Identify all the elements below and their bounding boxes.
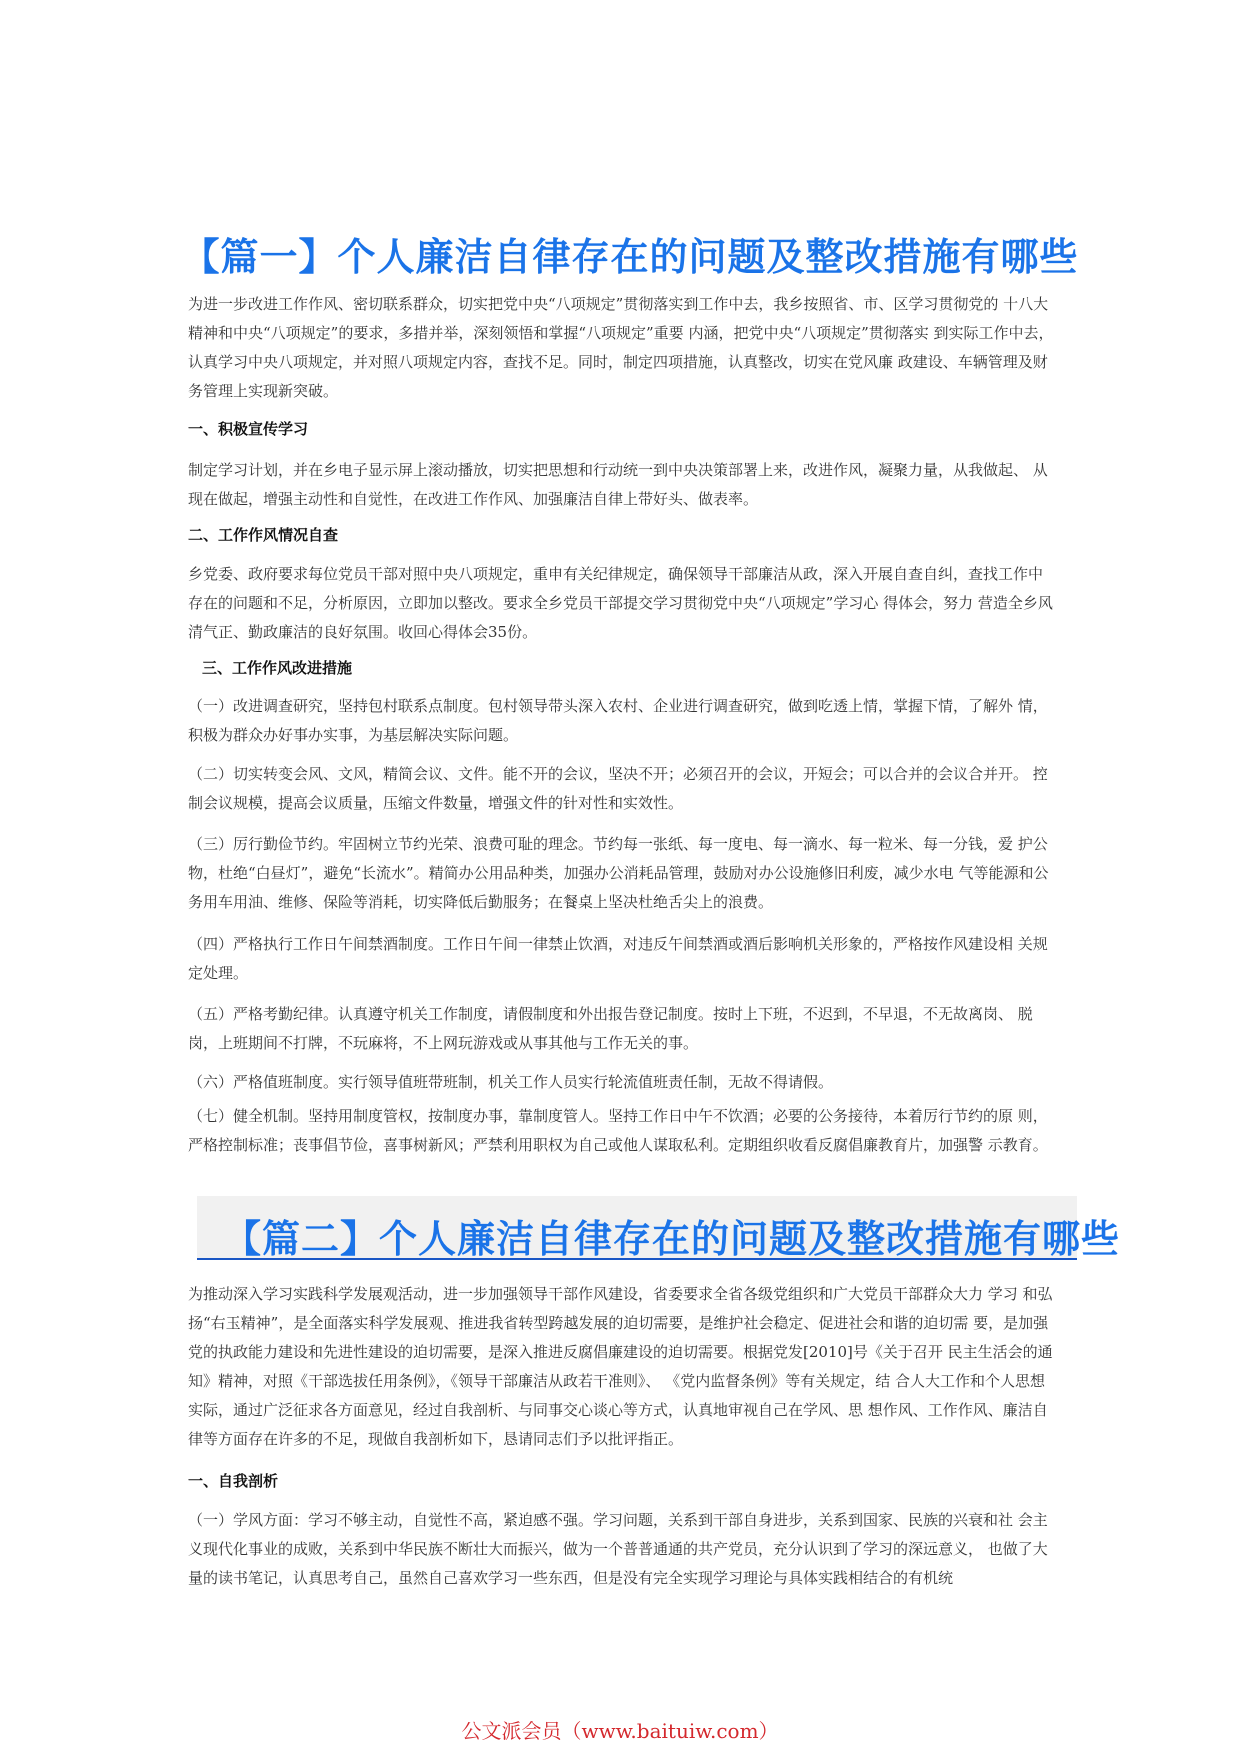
measure-6: （六）严格值班制度。实行领导值班带班制，机关工作人员实行轮流值班责任制，无故不得请假。	[188, 1073, 834, 1091]
measure-2: （二）切实转变会风、文风，精简会议、文件。能不开的会议，坚决不开；必须召开的会议，开短会；可以合并的会议合并开。 控制会议规模，提高会议质量，压缩文件数量，增强文件的针对性和实效性。	[188, 765, 1048, 812]
section1-intro: 为进一步改进工作作风、密切联系群众，切实把党中央“八项规定”贯彻落实到工作中去，我乡按照省、市、区学习贯彻党的 十八大精神和中央“八项规定”的要求，多措并举，深刻领悟和掌握“八项规定”重要 内涵，把党中央“八项规定”贯彻落实 到实际工作中去，认真学习中央八项规定，并对照八项规定内容，查找不足。同时，制定四项措施，认真整改，切实在党风廉 政建设、车辆管理及财务管理上实现新突破。	[188, 295, 1054, 400]
measure-4: （四）严格执行工作日午间禁酒制度。工作日午间一律禁止饮酒，对违反午间禁酒或酒后影响机关形象的，严格按作风建设相 关规定处理。	[188, 935, 1048, 982]
measure-5: （五）严格考勤纪律。认真遵守机关工作制度，请假制度和外出报告登记制度。按时上下班，不迟到，不早退，不无故离岗、 脱岗，上班期间不打牌，不玩麻将，不上网玩游戏或从事其他与工作无关的事。	[188, 1005, 1033, 1052]
footer-watermark: 公文派会员（www.baituiw.com）	[461, 1719, 779, 1743]
section2-intro: 为推动深入学习实践科学发展观活动，进一步加强领导干部作风建设，省委要求全省各级党组织和广大党员干部群众大力 学习 和弘扬“右玉精神”，是全面落实科学发展观、推进我省转型跨越发展的迫切需要，是维护社会稳定、促进社会和谐的迫切需 要，是加强党的执政能力建设和先进性建设的迫切需要，是深入推进反腐倡廉建设的迫切需要。根据党发[2010]号《关于召开 民主生活会的通知》精神，对照《干部选拔任用条例》，《领导干部廉洁从政若干准则》、 《党内监督条例》等有关规定，结 合人大工作和个人思想实际，通过广泛征求各方面意见，经过自我剖析、与同事交心谈心等方式，认真地审视自己在学风、思 想作风、工作作风、廉洁自律等方面存在许多的不足，现做自我剖析如下，恳请同志们予以批评指正。	[188, 1285, 1053, 1448]
section1-paragraph-2: 乡党委、政府要求每位党员干部对照中央八项规定，重申有关纪律规定，确保领导干部廉洁从政，深入开展自查自纠，查找工作中存在的问题和不足，分析原因，立即加以整改。要求全乡党员干部提交学习贯彻党中央“八项规定”学习心 得体会，努力 营造全乡风清气正、勤政廉洁的良好氛围。收回心得体会35份。	[188, 565, 1053, 641]
section1-heading-1: 一、积极宣传学习	[188, 420, 309, 438]
section2-title-banner	[197, 1196, 1121, 1261]
section2-title: 【篇二】个人廉洁自律存在的问题及整改措施有哪些	[223, 1217, 1121, 1261]
measure-1: （一）改进调查研究，坚持包村联系点制度。包村领导带头深入农村、企业进行调查研究，做到吃透上情，掌握下情，了解外 情，积极为群众办好事办实事，为基层解决实际问题。	[188, 697, 1048, 744]
measure-3: （三）厉行勤俭节约。牢固树立节约光荣、浪费可耻的理念。节约每一张纸、每一度电、每一滴水、每一粒米、每一分钱，爱 护公物，杜绝“白昼灯”，避免“长流水”。精简办公用品种类，加强办公消耗品管理，鼓励对办公设施修旧利废，减少水电 气等能源和公务用车用油、维修、保险等消耗，切实降低后勤服务；在餐桌上坚决杜绝舌尖上的浪费。	[188, 835, 1049, 911]
section1-title: 【篇一】个人廉洁自律存在的问题及整改措施有哪些	[181, 235, 1079, 279]
section2-paragraph-1: （一）学风方面：学习不够主动，自觉性不高，紧迫感不强。学习问题，关系到干部自身进步，关系到国家、民族的兴衰和社 会主义现代化事业的成败，关系到中华民族不断壮大而振兴，做为一个普普通通的共产党员，充分认识到了学习的深远意义， 也做了大量的读书笔记，认真思考自己，虽然自己喜欢学习一些东西，但是没有完全实现学习理论与具体实践相结合的有机统	[188, 1511, 1048, 1587]
section1-paragraph-1: 制定学习计划，并在乡电子显示屏上滚动播放，切实把思想和行动统一到中央决策部署上来，改进作风，凝聚力量，从我做起、 从现在做起，增强主动性和自觉性，在改进工作作风、加强廉洁自律上带好头、做表率。	[188, 461, 1048, 508]
section2-heading-1: 一、自我剖析	[188, 1472, 279, 1490]
section1-heading-2: 二、工作作风情况自查	[188, 526, 339, 544]
measure-7: （七）健全机制。坚持用制度管权，按制度办事，靠制度管人。坚持工作日中午不饮酒；必要的公务接待，本着厉行节约的原 则，严格控制标准；丧事倡节俭，喜事树新风；严禁利用职权为自己或他人谋取私利。定期组织收看反腐倡廉教育片，加强警 示教育。	[188, 1107, 1048, 1154]
section1-heading-3: 三、工作作风改进措施	[202, 659, 353, 677]
